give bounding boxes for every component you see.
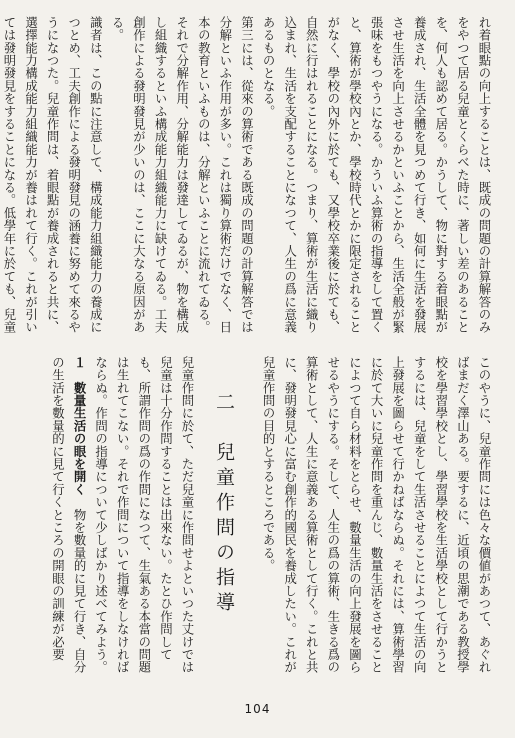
paragraph: このやうに、兒童作問には色々な價値があつて、あぐればまだく澤山ある。要するに、近頃の思潮である教授學校を學習學校とし、學習學校を生活學校として行かうとするには、兒童をして生活させることによつて生活の向上發展を圖らせて行かねばならぬ。それには、算術學習に於て大いに兒童作問を重んじ、數量生活をさせることによつて自ら材料をとらせ、數量生活の向上發展を圖らせるやうにする。そして、人生の爲の算術、生きる爲の算術として、人生に意義ある算術として行く。これと共に、發明發見心に富む創作的國民を養成したい。これが兒童作問の目的とするところである。: [261, 356, 492, 674]
section-heading: 二 兒童作問の指導: [213, 392, 235, 617]
lower-right-text-block: [261, 356, 495, 686]
section-intro: 兒童作問に於て、ただ兒童に作問せよといつた丈けでは兒童は十分作問することは出來ない。たとひ作問しても、所謂作問の爲の作問になつて、生氣ある本當の問題は生れてこない。それで作問について指導をしなければならぬ。作問の指導について少しばかり述べてみよう。: [93, 356, 195, 674]
subsection-text: 物を數量的に見て行き、自分の生活を數量的に見て行くところの開眼の訓練が必要: [50, 356, 88, 674]
page-number: 104: [244, 702, 271, 716]
lower-left-text-block: [20, 356, 198, 686]
paragraph: れ着眼點の向上することは、既成の問題の計算解答のみをやつて居る兒童とくらべた時に、著しい差のあることを、何人も認めて居る。かうして、物に對する着眼點が養成され、生活全體を見つめて行き、如何に生活を發展させ生活を向上させるかといふことから、生活全般が緊張味をもつやうになる。かういふ算術の指導をして置くと、算術が學校內とか、學校時代とかに限定されることがなく、學校の內外に於ても、又學校卒業後に於ても、自然に行はれることになる。つまり、算術が生活に織り込まれ、生活を支配することになつて、人生の爲に意義あるものとなる。: [261, 16, 492, 334]
paragraph: 識者は、この點に注意して、構成能力組織能力の養成につとめ、工夫創作による發明發見の涵養に努めて來るやうになつた。兒童作問は、着眼點が養成されると共に、選擇能力構成能力組織能力が養はれて行く。これが引いては發明發見をすることになる。低學年に於ても、兒童: [1, 16, 104, 334]
paragraph: 第三には、從來の算術である既成の問題の計算解答では分解といふ作用が多い。これは獨り算術だけでなく、日本の教育といふものは、分解といふことに流れてゐる。それで分解作用、分解能力は發達してゐるが、物を構成し組織するといふ構成能力組織能力に缺けてゐる。工夫創作による發明發見が少いのは、ここに大なる原因がある。: [109, 16, 255, 334]
subsection-number: １: [72, 356, 88, 369]
upper-text-block: [1, 16, 495, 338]
subsection: [47, 356, 90, 686]
subsection-title: 數量生活の眼を開く: [72, 381, 88, 496]
